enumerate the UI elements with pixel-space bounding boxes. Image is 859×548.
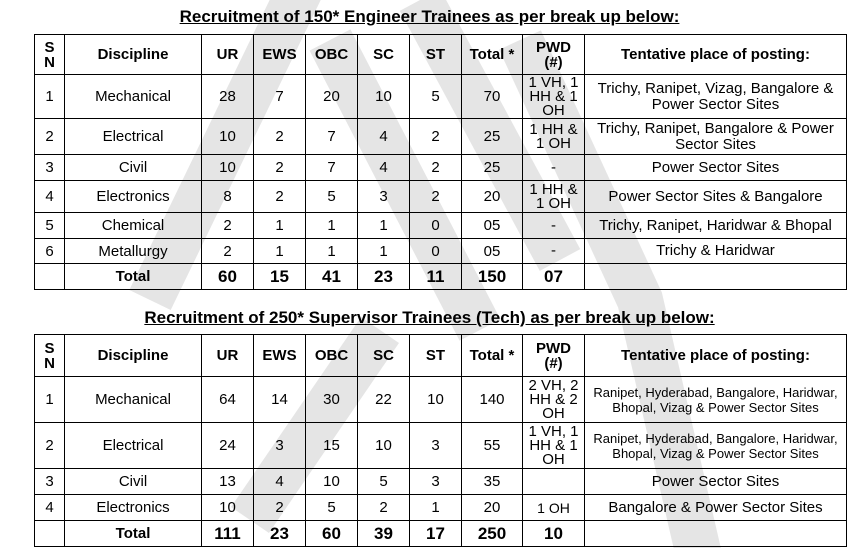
cell-sc: 1 xyxy=(358,239,410,264)
cell-total: 25 xyxy=(462,155,523,181)
cell-sn: 2 xyxy=(35,119,65,155)
table-row xyxy=(35,213,847,239)
cell-ur: 10 xyxy=(202,119,254,155)
cell-discipline: Mechanical xyxy=(65,377,202,423)
col-obc-header: OBC xyxy=(306,35,358,75)
col-discipline-header: Discipline xyxy=(65,35,202,75)
total-st: 17 xyxy=(410,521,462,547)
table-row xyxy=(35,75,847,119)
cell-sn: 3 xyxy=(35,155,65,181)
cell-pwd: - xyxy=(523,155,585,181)
cell-st: 10 xyxy=(410,377,462,423)
cell-sn: 2 xyxy=(35,423,65,469)
cell-st: 2 xyxy=(410,181,462,213)
header-row xyxy=(35,335,847,377)
col-ur-header: UR xyxy=(202,335,254,377)
cell-st: 0 xyxy=(410,213,462,239)
table-row xyxy=(35,495,847,521)
cell-sc: 22 xyxy=(358,377,410,423)
cell-sc: 10 xyxy=(358,423,410,469)
cell-discipline: Electronics xyxy=(65,181,202,213)
cell-place: Power Sector Sites & Bangalore xyxy=(585,181,847,213)
cell-place: Trichy, Ranipet, Vizag, Bangalore & Power Sector Sites xyxy=(585,75,847,119)
cell-ur: 2 xyxy=(202,239,254,264)
cell-sc: 10 xyxy=(358,75,410,119)
col-place-header: Tentative place of posting: xyxy=(585,335,847,377)
cell-ews: 4 xyxy=(254,469,306,495)
cell-st: 2 xyxy=(410,119,462,155)
cell-place: Power Sector Sites xyxy=(585,469,847,495)
col-st-header: ST xyxy=(410,35,462,75)
cell-pwd: - xyxy=(523,239,585,264)
cell-ews: 7 xyxy=(254,75,306,119)
table-row xyxy=(35,423,847,469)
cell-ur: 64 xyxy=(202,377,254,423)
col-total-header: Total * xyxy=(462,35,523,75)
cell-sc: 4 xyxy=(358,155,410,181)
cell-ur: 10 xyxy=(202,495,254,521)
cell-total: 20 xyxy=(462,495,523,521)
cell-obc: 15 xyxy=(306,423,358,469)
cell-total: 140 xyxy=(462,377,523,423)
cell-total: 35 xyxy=(462,469,523,495)
total-total: 250 xyxy=(462,521,523,547)
cell-place: Trichy, Ranipet, Bangalore & Power Sector Sites xyxy=(585,119,847,155)
total-ur: 111 xyxy=(202,521,254,547)
cell-obc: 1 xyxy=(306,213,358,239)
total-label: Total xyxy=(65,521,202,547)
cell-sc: 5 xyxy=(358,469,410,495)
cell-sn: 4 xyxy=(35,495,65,521)
cell-ews: 3 xyxy=(254,423,306,469)
col-ews-header: EWS xyxy=(254,35,306,75)
col-discipline-header: Discipline xyxy=(65,335,202,377)
table-row xyxy=(35,239,847,264)
table-row xyxy=(35,119,847,155)
cell-sc: 1 xyxy=(358,213,410,239)
cell-ews: 2 xyxy=(254,119,306,155)
total-st: 11 xyxy=(410,264,462,290)
cell-ur: 10 xyxy=(202,155,254,181)
cell-discipline: Electronics xyxy=(65,495,202,521)
cell-place-empty xyxy=(585,521,847,547)
table-row xyxy=(35,181,847,213)
cell-total: 05 xyxy=(462,239,523,264)
cell-pwd xyxy=(523,469,585,495)
col-sn-header: S N xyxy=(35,35,65,75)
cell-obc: 1 xyxy=(306,239,358,264)
cell-total: 70 xyxy=(462,75,523,119)
cell-ews: 1 xyxy=(254,239,306,264)
cell-sc: 3 xyxy=(358,181,410,213)
cell-st: 3 xyxy=(410,423,462,469)
cell-discipline: Mechanical xyxy=(65,75,202,119)
cell-ews: 2 xyxy=(254,495,306,521)
cell-obc: 7 xyxy=(306,155,358,181)
cell-total: 20 xyxy=(462,181,523,213)
supervisor-trainees-table xyxy=(34,334,847,547)
cell-pwd: - xyxy=(523,213,585,239)
cell-sn: 5 xyxy=(35,213,65,239)
cell-pwd: 1 VH, 1 HH & 1 OH xyxy=(523,423,585,469)
cell-ur: 24 xyxy=(202,423,254,469)
cell-sn: 6 xyxy=(35,239,65,264)
total-ews: 23 xyxy=(254,521,306,547)
cell-discipline: Civil xyxy=(65,155,202,181)
cell-ews: 1 xyxy=(254,213,306,239)
cell-pwd: 1 OH xyxy=(523,495,585,521)
cell-st: 3 xyxy=(410,469,462,495)
cell-discipline: Electrical xyxy=(65,119,202,155)
cell-st: 2 xyxy=(410,155,462,181)
cell-sn: 1 xyxy=(35,75,65,119)
total-obc: 41 xyxy=(306,264,358,290)
cell-ews: 14 xyxy=(254,377,306,423)
cell-sc: 4 xyxy=(358,119,410,155)
cell-ur: 13 xyxy=(202,469,254,495)
total-sc: 23 xyxy=(358,264,410,290)
cell-place: Trichy & Haridwar xyxy=(585,239,847,264)
total-obc: 60 xyxy=(306,521,358,547)
table-row xyxy=(35,377,847,423)
cell-st: 5 xyxy=(410,75,462,119)
cell-pwd: 2 VH, 2 HH & 2 OH xyxy=(523,377,585,423)
total-pwd: 10 xyxy=(523,521,585,547)
cell-sn-empty xyxy=(35,264,65,290)
total-sc: 39 xyxy=(358,521,410,547)
header-row xyxy=(35,35,847,75)
table-row xyxy=(35,469,847,495)
col-place-header: Tentative place of posting: xyxy=(585,35,847,75)
cell-st: 1 xyxy=(410,495,462,521)
col-sn-header: S N xyxy=(35,335,65,377)
cell-place: Trichy, Ranipet, Haridwar & Bhopal xyxy=(585,213,847,239)
cell-ur: 8 xyxy=(202,181,254,213)
total-ews: 15 xyxy=(254,264,306,290)
cell-sc: 2 xyxy=(358,495,410,521)
col-ur-header: UR xyxy=(202,35,254,75)
total-row xyxy=(35,521,847,547)
cell-place-empty xyxy=(585,264,847,290)
cell-pwd: 1 HH & 1 OH xyxy=(523,119,585,155)
col-st-header: ST xyxy=(410,335,462,377)
total-total: 150 xyxy=(462,264,523,290)
col-sc-header: SC xyxy=(358,335,410,377)
cell-ur: 2 xyxy=(202,213,254,239)
cell-ews: 2 xyxy=(254,181,306,213)
cell-discipline: Chemical xyxy=(65,213,202,239)
cell-discipline: Metallurgy xyxy=(65,239,202,264)
cell-sn: 1 xyxy=(35,377,65,423)
col-pwd-header: PWD (#) xyxy=(523,335,585,377)
engineer-trainees-table xyxy=(34,34,847,290)
cell-total: 05 xyxy=(462,213,523,239)
cell-ews: 2 xyxy=(254,155,306,181)
table-row xyxy=(35,155,847,181)
total-pwd: 07 xyxy=(523,264,585,290)
cell-place: Power Sector Sites xyxy=(585,155,847,181)
cell-obc: 30 xyxy=(306,377,358,423)
cell-total: 55 xyxy=(462,423,523,469)
cell-st: 0 xyxy=(410,239,462,264)
cell-sn-empty xyxy=(35,521,65,547)
cell-place: Ranipet, Hyderabad, Bangalore, Haridwar, Bhopal, Vizag & Power Sector Sites xyxy=(585,377,847,423)
total-ur: 60 xyxy=(202,264,254,290)
cell-discipline: Civil xyxy=(65,469,202,495)
cell-sn: 3 xyxy=(35,469,65,495)
cell-discipline: Electrical xyxy=(65,423,202,469)
total-label: Total xyxy=(65,264,202,290)
col-ews-header: EWS xyxy=(254,335,306,377)
cell-pwd: 1 VH, 1 HH & 1 OH xyxy=(523,75,585,119)
cell-obc: 7 xyxy=(306,119,358,155)
cell-obc: 5 xyxy=(306,181,358,213)
col-pwd-header: PWD (#) xyxy=(523,35,585,75)
table1-title: Recruitment of 150* Engineer Trainees as per break up below: xyxy=(179,7,680,26)
cell-sn: 4 xyxy=(35,181,65,213)
cell-obc: 10 xyxy=(306,469,358,495)
cell-total: 25 xyxy=(462,119,523,155)
table2-title: Recruitment of 250* Supervisor Trainees (Tech) as per break up below: xyxy=(144,308,715,327)
cell-place: Bangalore & Power Sector Sites xyxy=(585,495,847,521)
col-sc-header: SC xyxy=(358,35,410,75)
cell-pwd: 1 HH & 1 OH xyxy=(523,181,585,213)
cell-place: Ranipet, Hyderabad, Bangalore, Haridwar, Bhopal, Vizag & Power Sector Sites xyxy=(585,423,847,469)
cell-ur: 28 xyxy=(202,75,254,119)
total-row xyxy=(35,264,847,290)
cell-obc: 20 xyxy=(306,75,358,119)
col-total-header: Total * xyxy=(462,335,523,377)
col-obc-header: OBC xyxy=(306,335,358,377)
cell-obc: 5 xyxy=(306,495,358,521)
